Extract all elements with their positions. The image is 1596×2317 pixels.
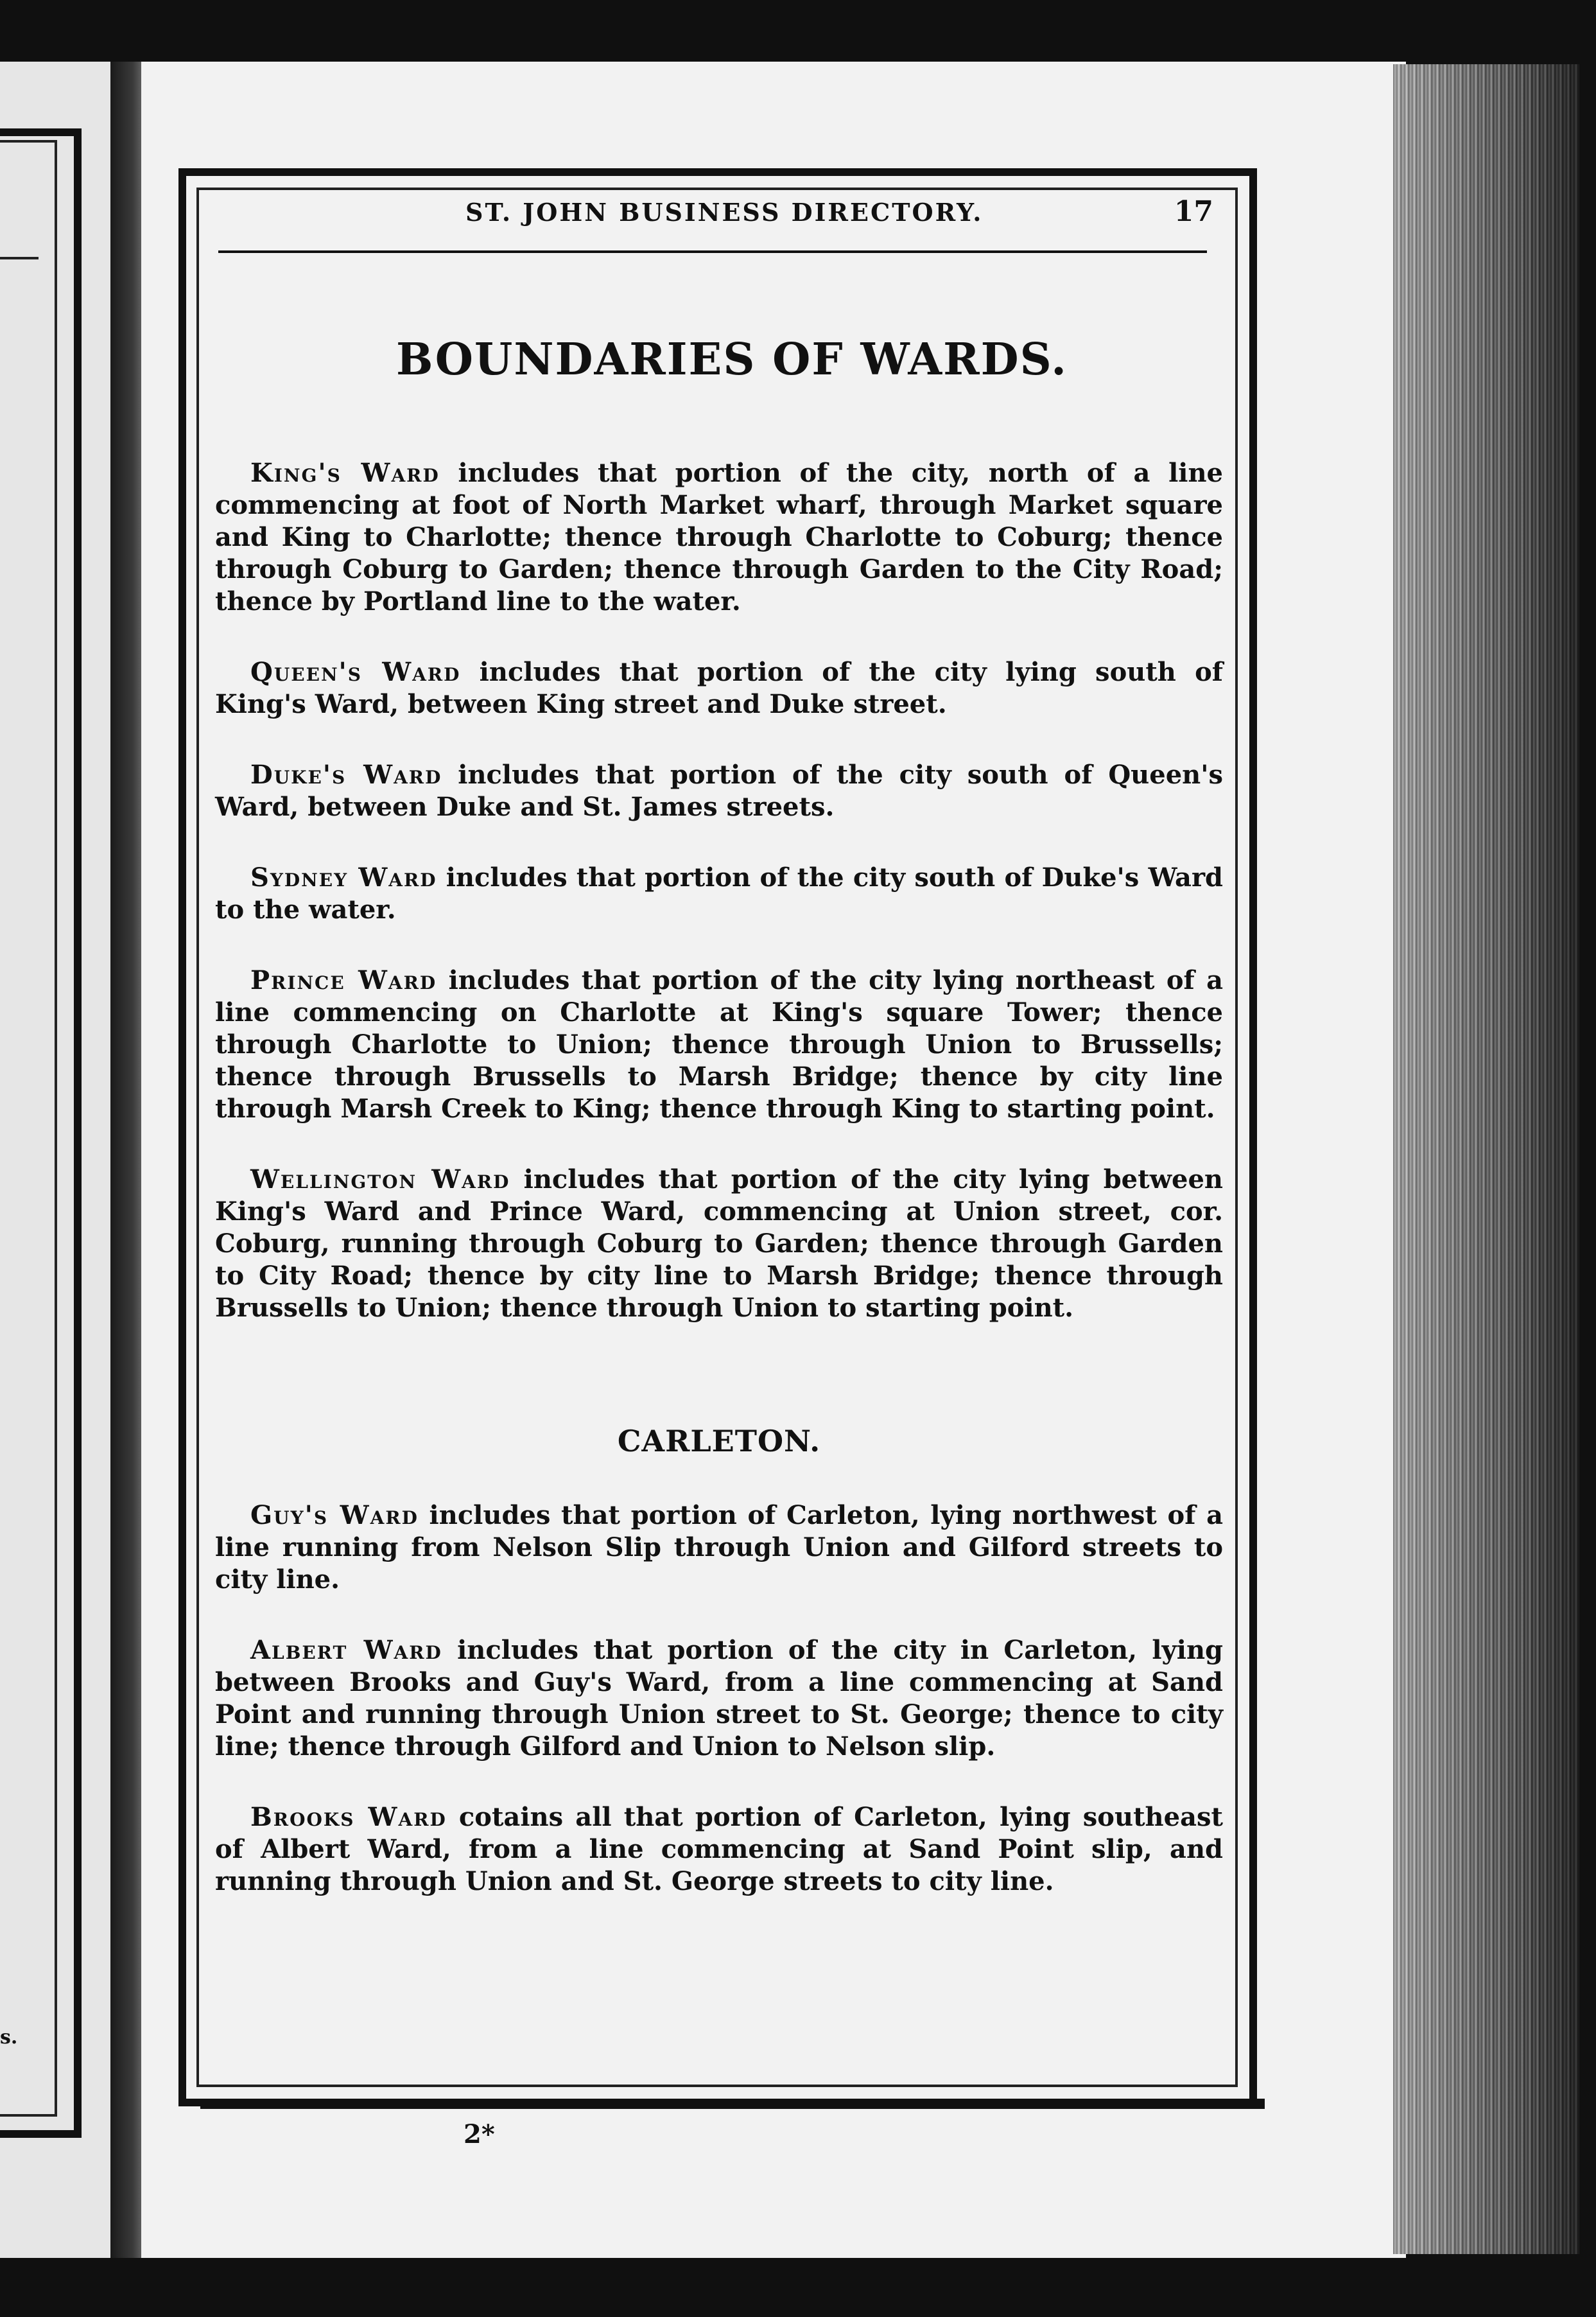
ward-entry — [215, 1634, 1223, 1763]
ward-entry — [215, 1801, 1223, 1898]
left-page-rule — [0, 257, 39, 259]
ward-entry — [215, 1499, 1223, 1596]
ward-description: includes that portion of the city lying south of King's Ward, between King street and Duke street. — [215, 657, 1223, 719]
running-header — [218, 195, 1220, 236]
header-rule — [218, 250, 1207, 253]
ward-entry — [215, 862, 1223, 926]
ward-name: Sydney Ward — [250, 862, 437, 893]
ward-entry — [215, 1164, 1223, 1324]
ward-name: Prince Ward — [250, 965, 437, 995]
page-edges — [1393, 64, 1579, 2254]
ward-name: Brooks Ward — [250, 1802, 447, 1832]
section-title-carleton: CARLETON. — [617, 1424, 821, 1458]
ward-entry — [215, 457, 1223, 618]
running-title: ST. JOHN BUSINESS DIRECTORY. — [465, 198, 984, 227]
signature-mark: 2* — [464, 2119, 495, 2149]
ward-entry — [215, 759, 1223, 823]
ward-description: cotains all that portion of Carleton, lying southeast of Albert Ward, from a line commencing at Sand Point slip, and running through Union and St. George streets to city line. — [215, 1802, 1223, 1896]
ward-description: includes that portion of the city in Carleton, lying between Brooks and Guy's Ward, from a line commencing at Sand Point and running through Union street to St. George; thence to city line; thence through Gilford and Union to Nelson slip. — [215, 1635, 1224, 1762]
ward-name: Guy's Ward — [250, 1500, 419, 1530]
ward-entry — [215, 965, 1223, 1125]
ward-description: includes that portion of the city lying between King's Ward and Prince Ward, commencing at Union street, cor. Coburg, running through Coburg to Garden; thence through Garden to City Road; thence by city line to Marsh Bridge; thence through Brussells to Union; thence through Union to starting point. — [215, 1164, 1224, 1323]
page-content — [215, 334, 1223, 1936]
ward-description: includes that portion of the city south of Duke's Ward to the water. — [215, 862, 1223, 925]
ward-name: Wellington Ward — [250, 1164, 510, 1194]
ward-name: Duke's Ward — [250, 760, 442, 790]
ward-description: includes that portion of Carleton, lying northwest of a line running from Nelson Slip through Union and Gilford streets to city line. — [215, 1500, 1223, 1595]
ward-name: Queen's Ward — [250, 657, 461, 687]
page-title: BOUNDARIES OF WARDS. — [396, 334, 1068, 385]
ward-name: Albert Ward — [250, 1635, 442, 1665]
ward-entry — [215, 656, 1223, 721]
left-page-fragment: s. — [0, 2026, 18, 2049]
page-border-shadow — [200, 2099, 1265, 2109]
ward-description: includes that portion of the city, north of a line commencing at foot of North Market wharf, through Market square and King to Charlotte; thence through Charlotte to Coburg; thence through Coburg to Garden; thence through Garden to the City Road; thence by Portland line to the water. — [215, 458, 1223, 616]
ward-description: includes that portion of the city south of Queen's Ward, between Duke and St. James streets. — [215, 760, 1223, 822]
ward-name: King's Ward — [250, 458, 440, 488]
ward-description: includes that portion of the city lying northeast of a line commencing on Charlotte at King's square Tower; thence through Charlotte to Union; thence through Union to Brussells; thence through Brussells to Marsh Bridge; thence by city line through Marsh Creek to King; thence through King to starting point. — [215, 965, 1223, 1124]
left-page-inner-frame — [0, 140, 57, 2117]
page-number: 17 — [1174, 195, 1213, 228]
